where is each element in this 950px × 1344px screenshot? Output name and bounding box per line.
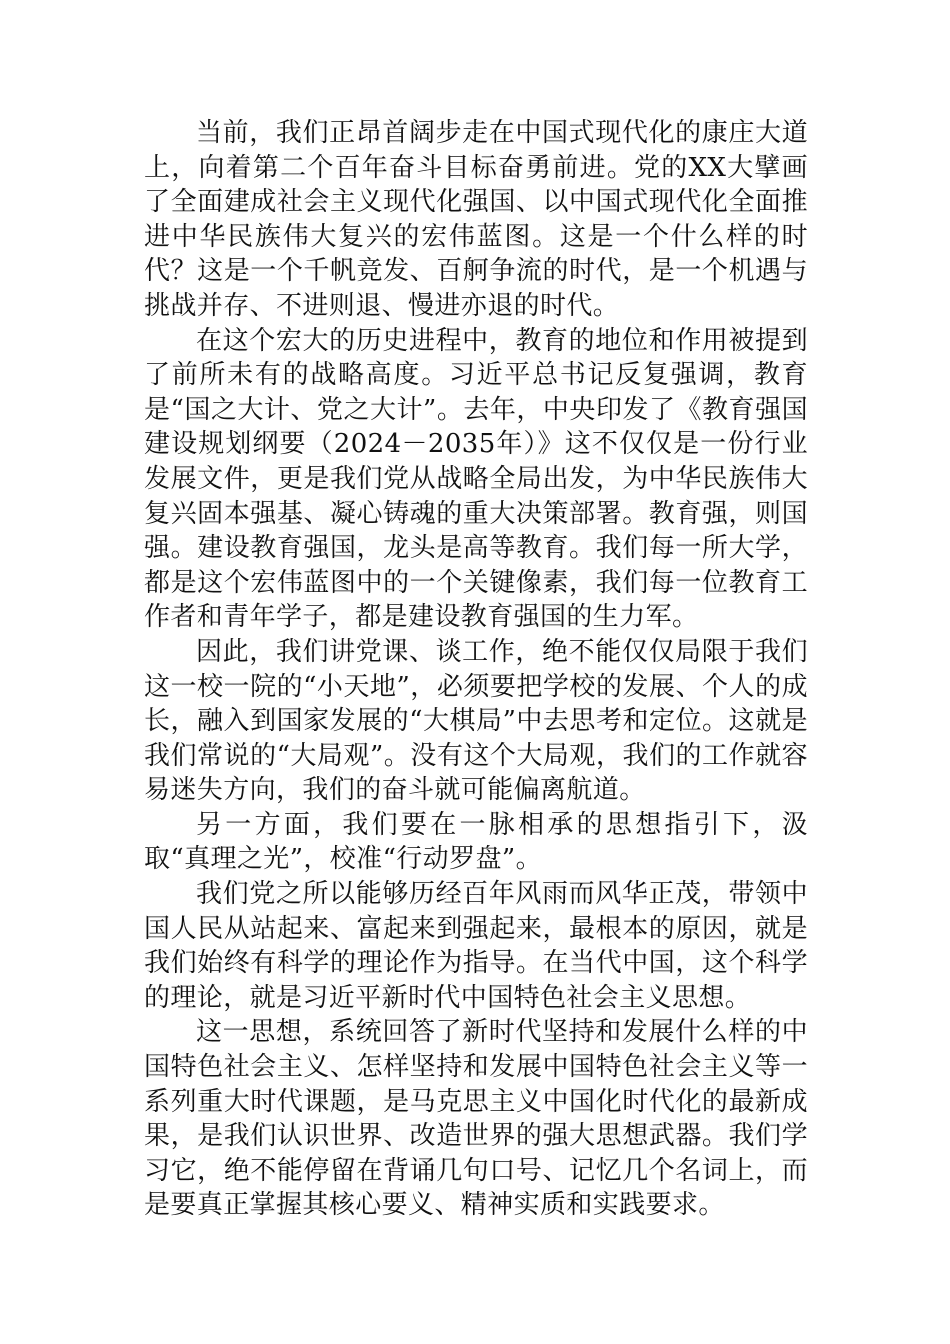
paragraph-6: 这一思想，系统回答了新时代坚持和发展什么样的中国特色社会主义、怎样坚持和发展中国特色社会主义等一系列重大时代课题，是马克思主义中国化时代化的最新成果，是我们认识世界、改造世界的强大思想武器。我们学习它，绝不能停留在背诵几句口号、记忆几个名词上，而是要真正掌握其核心要义、精神实质和实践要求。 [144, 1017, 808, 1221]
paragraph-1: 当前，我们正昂首阔步走在中国式现代化的康庄大道上，向着第二个百年奋斗目标奋勇前进。党的XX大擘画了全面建成社会主义现代化强国、以中国式现代化全面推进中华民族伟大复兴的宏伟蓝图。这是一个什么样的时代？这是一个千帆竞发、百舸争流的时代，是一个机遇与挑战并存、不进则退、慢进亦退的时代。 [144, 118, 808, 321]
paragraph-3: 因此，我们讲党课、谈工作，绝不能仅仅局限于我们这一校一院的“小天地”，必须要把学校的发展、个人的成长，融入到国家发展的“大棋局”中去思考和定位。这就是我们常说的“大局观”。没有这个大局观，我们的工作就容易迷失方向，我们的奋斗就可能偏离航道。 [144, 636, 808, 806]
paragraph-4: 另一方面，我们要在一脉相承的思想指引下，汲取“真理之光”，校准“行动罗盘”。 [144, 809, 808, 875]
paragraph-2: 在这个宏大的历史进程中，教育的地位和作用被提到了前所未有的战略高度。习近平总书记反复强调，教育是“国之大计、党之大计”。去年，中央印发了《教育强国建设规划纲要（2024－2035年）》这不仅仅是一份行业发展文件，更是我们党从战略全局出发，为中华民族伟大复兴固本强基、凝心铸魂的重大决策部署。教育强，则国强。建设教育强国，龙头是高等教育。我们每一所大学，都是这个宏伟蓝图中的一个关键像素，我们每一位教育工作者和青年学子，都是建设教育强国的生力军。 [144, 325, 808, 633]
paragraph-5: 我们党之所以能够历经百年风雨而风华正茂，带领中国人民从站起来、富起来到强起来，最根本的原因，就是我们始终有科学的理论作为指导。在当代中国，这个科学的理论，就是习近平新时代中国特色社会主义思想。 [144, 879, 808, 1013]
document-body [144, 116, 808, 1223]
